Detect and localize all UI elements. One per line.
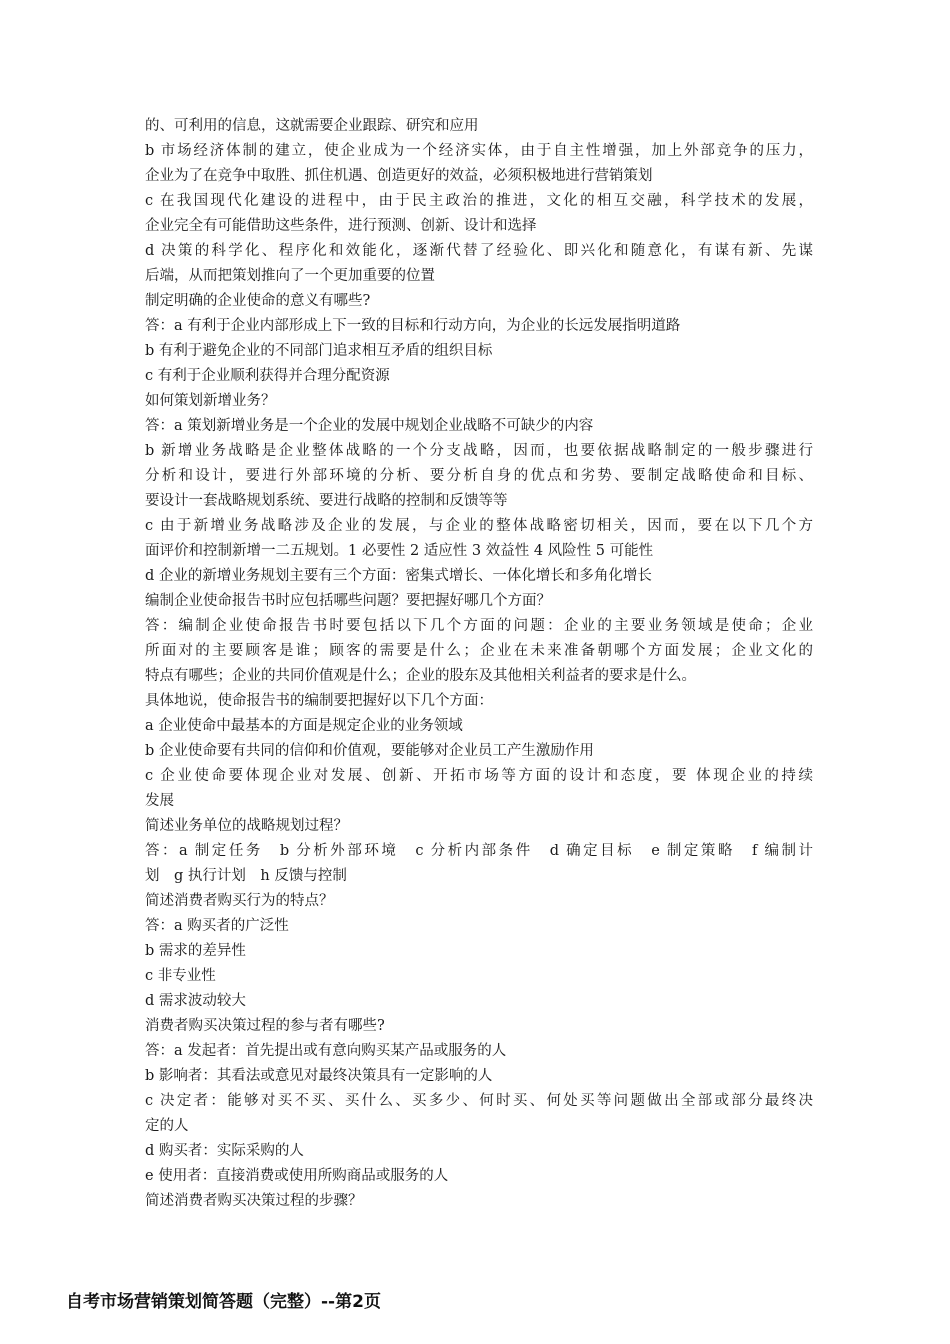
text-line: 具体地说，使命报告书的编制要把握好以下几个方面：: [145, 693, 493, 709]
text-line: c 企业使命要体现企业对发展、创新、开拓市场等方面的设计和态度，要 体现企业的持续: [145, 768, 813, 784]
text-line: 发展: [145, 793, 174, 809]
text-line: 简述消费者购买行为的特点？: [145, 893, 334, 909]
text-line: e 使用者：直接消费或使用所购商品或服务的人: [145, 1168, 449, 1184]
text-line: 所面对的主要顾客是谁；顾客的需要是什么；企业在未来准备朝哪个方面发展；企业文化的: [145, 643, 813, 659]
text-line: 划 g 执行计划 h 反馈与控制: [145, 868, 347, 884]
text-line: 分析和设计，要进行外部环境的分析、要分析自身的优点和劣势、要制定战略使命和目标、: [145, 468, 813, 484]
text-line: 企业完全有可能借助这些条件，进行预测、创新、设计和选择: [145, 218, 537, 234]
text-line: 简述业务单位的战略规划过程？: [145, 818, 348, 834]
text-line: d 企业的新增业务规划主要有三个方面：密集式增长、一体化增长和多角化增长: [145, 568, 652, 584]
text-line: c 在我国现代化建设的进程中，由于民主政治的推进，文化的相互交融，科学技术的发展，: [145, 193, 813, 209]
text-line: 后端，从而把策划推向了一个更加重要的位置: [145, 268, 435, 284]
text-line: a 企业使命中最基本的方面是规定企业的业务领域: [145, 718, 463, 734]
text-line: 答：a 购买者的广泛性: [145, 918, 289, 934]
text-line: c 由于新增业务战略涉及企业的发展，与企业的整体战略密切相关，因而，要在以下几个方: [145, 518, 813, 534]
text-line: 编制企业使命报告书时应包括哪些问题？要把握好哪几个方面？: [145, 593, 551, 609]
text-line: b 企业使命要有共同的信仰和价值观，要能够对企业员工产生激励作用: [145, 743, 594, 759]
text-line: 答：a 策划新增业务是一个企业的发展中规划企业战略不可缺少的内容: [145, 418, 594, 434]
text-line: 消费者购买决策过程的参与者有哪些?: [145, 1018, 385, 1034]
text-line: b 有利于避免企业的不同部门追求相互矛盾的组织目标: [145, 343, 493, 359]
text-line: b 市场经济体制的建立，使企业成为一个经济实体，由于自主性增强，加上外部竞争的压力，: [145, 143, 813, 159]
text-line: 制定明确的企业使命的意义有哪些?: [145, 293, 371, 309]
text-line: 如何策划新增业务？: [145, 393, 276, 409]
page-footer: 自考市场营销策划简答题（完整）--第2页: [66, 1292, 381, 1312]
text-line: d 决策的科学化、程序化和效能化，逐渐代替了经验化、即兴化和随意化，有谋有新、先谋: [145, 243, 813, 259]
text-line: b 需求的差异性: [145, 943, 246, 959]
text-line: 答：a 有利于企业内部形成上下一致的目标和行动方向，为企业的长远发展指明道路: [145, 318, 681, 334]
text-line: 要设计一套战略规划系统、要进行战略的控制和反馈等等: [145, 493, 508, 509]
text-line: d 需求波动较大: [145, 993, 246, 1009]
text-line: c 有利于企业顺利获得并合理分配资源: [145, 368, 390, 384]
text-line: c 决定者：能够对买不买、买什么、买多少、何时买、何处买等问题做出全部或部分最终决: [145, 1093, 813, 1109]
text-line: 答：编制企业使命报告书时要包括以下几个方面的问题：企业的主要业务领域是使命；企业: [145, 618, 813, 634]
text-line: 答：a 制定任务 b 分析外部环境 c 分析内部条件 d 确定目标 e 制定策略 f 编制计: [145, 843, 813, 859]
text-line: 企业为了在竞争中取胜、抓住机遇、创造更好的效益，必须积极地进行营销策划: [145, 168, 653, 184]
text-line: 定的人: [145, 1118, 189, 1134]
text-line: 的、可利用的信息，这就需要企业跟踪、研究和应用: [145, 118, 479, 134]
text-line: 特点有哪些；企业的共同价值观是什么；企业的股东及其他相关利益者的要求是什么。: [145, 668, 696, 684]
document-body: [145, 114, 813, 1214]
text-line: 简述消费者购买决策过程的步骤？: [145, 1193, 363, 1209]
text-line: b 影响者：其看法或意见对最终决策具有一定影响的人: [145, 1068, 493, 1084]
text-line: b 新增业务战略是企业整体战略的一个分支战略，因而，也要依据战略制定的一般步骤进行: [145, 443, 813, 459]
text-line: c 非专业性: [145, 968, 216, 984]
text-line: 答：a 发起者：首先提出或有意向购买某产品或服务的人: [145, 1043, 507, 1059]
text-line: d 购买者：实际采购的人: [145, 1143, 304, 1159]
text-line: 面评价和控制新增一二五规划。1 必要性 2 适应性 3 效益性 4 风险性 5 可能性: [145, 543, 654, 559]
